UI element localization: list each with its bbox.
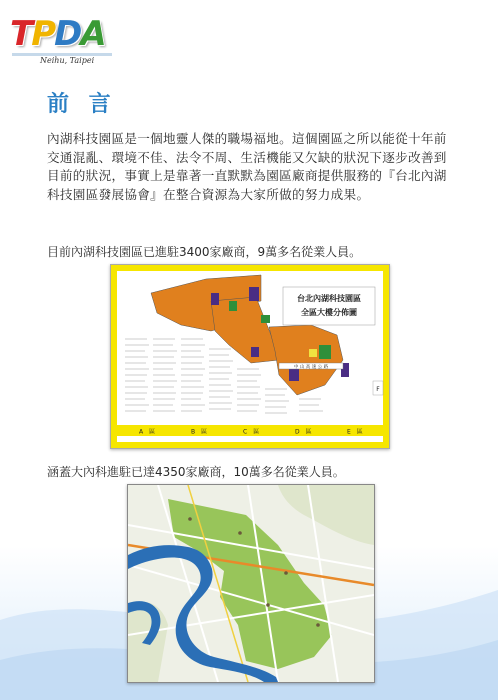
zone-a-label: A 區 [139, 428, 156, 436]
tpda-logo [10, 12, 120, 76]
intro-paragraph: 內湖科技園區是一個地靈人傑的職場福地。這個園區之所以能從十年前交通混亂、環境不佳、法令不周、生活機能又欠缺的狀況下逐步改善到目前的狀況，事實上是靠著一直默默為園區廠商提供服務的『台北內湖科技園區發展協會』在整合資源為大家所做的努力成果。 [47, 131, 447, 202]
page-heading: 前 言 [47, 92, 117, 117]
zone-d-label: D 區 [295, 428, 312, 436]
highway-label: 中 山 高 速 公 路 [293, 365, 329, 370]
caption-greater-neihu-stats: 涵蓋大內科進駐已達4350家廠商，10萬多名從業人員。 [47, 465, 345, 479]
zone-f-label: F [376, 386, 380, 393]
logo-letter-p: P [31, 14, 55, 54]
block-purple-2 [249, 287, 259, 301]
block-green-3 [319, 345, 331, 359]
block-yellow [309, 349, 317, 357]
logo-letter-d: D [54, 14, 81, 54]
caption-park-stats: 目前內湖科技園區已進駐3400家廠商，9萬多名從業人員。 [47, 245, 362, 259]
block-purple-3 [289, 369, 299, 381]
logo-letters [10, 12, 105, 56]
map-title-box [283, 287, 375, 325]
logo-letter-t: T [10, 14, 32, 54]
logo-subtitle: Neihu, Taipei [40, 56, 95, 65]
block-green-2 [261, 315, 270, 323]
zone-b-label: B 區 [191, 428, 208, 436]
zone-c-label: C 區 [243, 428, 260, 436]
greater-neihu-street-map [127, 484, 375, 683]
block-purple-1 [211, 293, 219, 305]
map-title-line2: 全區大樓分佈圖 [301, 308, 357, 317]
park-building-map [110, 264, 390, 449]
block-green-1 [229, 301, 237, 311]
zone-e-label: E 區 [347, 428, 363, 436]
map-title-line1: 台北內湖科技園區 [297, 294, 361, 303]
logo-letter-a: A [80, 14, 105, 54]
block-purple-4 [251, 347, 259, 357]
